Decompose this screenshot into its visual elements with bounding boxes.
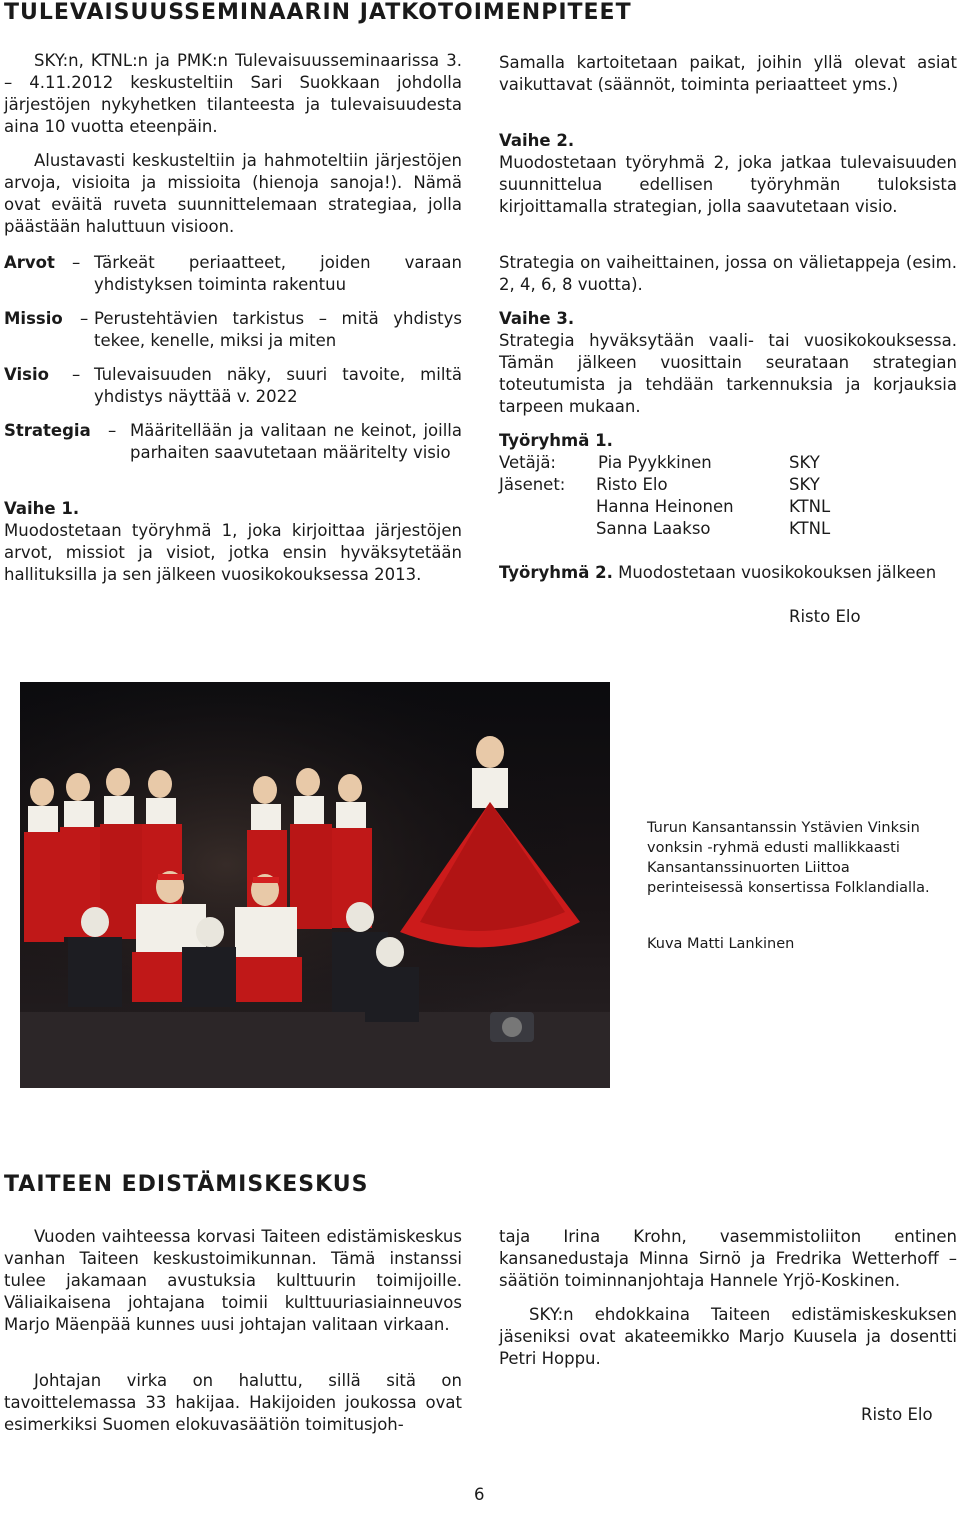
- table-cell-role: Vetäjä:: [499, 453, 556, 472]
- vaihe2-text: Muodostetaan työryhmä 2, joka jatkaa tulevaisuuden suunnittelua edellisen työryhmän tuloksista kirjoittamalla strategian, jolla saavutetaan visio.: [499, 153, 957, 216]
- definition-text: Perustehtävien tarkistus – mitä yhdistys tekee, kenelle, miksi ja miten: [94, 309, 462, 350]
- tyoryhma2-title: Työryhmä 2.: [499, 563, 613, 582]
- table-cell-name: Risto Elo: [596, 475, 668, 494]
- tyoryhma2-text: Muodostetaan vuosikokouksen jälkeen: [618, 563, 937, 582]
- table-cell-org: SKY: [789, 453, 820, 472]
- page-number: 6: [474, 1485, 485, 1504]
- tyoryhma2-paragraph: [499, 562, 957, 584]
- definition-term: Strategia: [4, 421, 91, 440]
- table-cell-org: SKY: [789, 475, 820, 494]
- vaihe2-title: Vaihe 2.: [499, 131, 575, 150]
- definition-dash: –: [72, 253, 81, 272]
- definition-dash: –: [72, 365, 81, 384]
- definition-text: Tärkeät periaatteet, joiden varaan yhdistyksen toiminta rakentuu: [94, 253, 462, 294]
- definition-text: Tulevaisuuden näky, suuri tavoite, miltä yhdistys näyttää v. 2022: [94, 365, 462, 406]
- table-cell-org: KTNL: [789, 519, 831, 538]
- table-cell-name: Sanna Laakso: [596, 519, 711, 538]
- table-cell-name: Hanna Heinonen: [596, 497, 734, 516]
- values-paragraph: Alustavasti keskusteltiin ja hahmoteltiin järjestöjen arvoja, visioita ja missioita (hienoja sanoja!). Nämä ovat eväitä ruveta suunnittelemaan strategiaa, jolla päästään haluttuun visioon.: [4, 151, 462, 236]
- tyoryhma1-table: [499, 452, 957, 540]
- signature-bottom: Risto Elo: [861, 1405, 933, 1424]
- table-cell-org: KTNL: [789, 497, 831, 516]
- definition-term: Visio: [4, 365, 49, 384]
- definition-strategia: [4, 420, 462, 486]
- vaihe3-text: Strategia hyväksytään vaali- tai vuosikokouksessa. Tämän jälkeen vuosittain seurataan strategian toteutumista ja tehdään tarkennuksia ja korjauksia tarpeen mukaan.: [499, 331, 957, 416]
- vaihe1-text: Muodostetaan työryhmä 1, joka kirjoittaa järjestöjen arvot, missiot ja visiot, jotka ensin hyväksytetään hallituksilla ja sen jälkeen vuosikokouksessa 2013.: [4, 521, 462, 584]
- definition-visio: [4, 364, 462, 408]
- table-cell-role: Jäsenet:: [499, 475, 566, 494]
- taike-paragraph-1: Vuoden vaihteessa korvasi Taiteen edistämiskeskus vanhan Taiteen keskustoimikunnan. Tämä instanssi tulee jakamaan avustuksia kulttuurin toimijoille. Väliaikaisena johtajana toimii kulttuuriasiainneuvos Marjo Mäenpää kunnes uusi johtajan valitaan virkaan.: [4, 1227, 462, 1334]
- table-cell-name: Pia Pyykkinen: [598, 453, 712, 472]
- taike-paragraph-2: Johtajan virka on haluttu, sillä sitä on tavoittelemassa 33 hakijaa. Hakijoiden joukossa ovat esimerkiksi Suomen elokuvasäätiön toimitusjoh-: [4, 1371, 462, 1434]
- vaihe1-title: Vaihe 1.: [4, 499, 80, 518]
- definition-text: Määritellään ja valitaan ne keinot, joilla parhaiten saavutetaan määritelty visio: [130, 421, 462, 462]
- definition-term: Missio: [4, 309, 63, 328]
- definition-dash: –: [108, 421, 117, 440]
- folk-dance-photo: [20, 682, 610, 1088]
- tyoryhma1-title: Työryhmä 1.: [499, 431, 613, 450]
- page-title: TULEVAISUUSSEMINAARIN JATKOTOIMENPITEET: [4, 0, 632, 25]
- signature-top: Risto Elo: [789, 607, 861, 626]
- intro-paragraph: SKY:n, KTNL:n ja PMK:n Tulevaisuusseminaarissa 3. – 4.11.2012 keskusteltiin Sari Suokkaan johdolla järjestöjen nykyhetken tilanteesta ja tulevaisuudesta aina 10 vuotta eteenpäin.: [4, 51, 462, 136]
- vaihe3-title: Vaihe 3.: [499, 309, 575, 328]
- definition-missio: [4, 308, 462, 352]
- taike-paragraph-4: SKY:n ehdokkaina Taiteen edistämiskeskuksen jäseniksi ovat akateemikko Marjo Kuusela ja dosentti Petri Hoppu.: [499, 1305, 957, 1368]
- definition-dash: –: [80, 309, 89, 328]
- mapping-paragraph: Samalla kartoitetaan paikat, joihin yllä olevat asiat vaikuttavat (säännöt, toiminta periaatteet yms.): [499, 53, 957, 94]
- section-title: TAITEEN EDISTÄMISKESKUS: [4, 1172, 369, 1197]
- strategy-paragraph: Strategia on vaiheittainen, jossa on välietappeja (esim. 2, 4, 6, 8 vuotta).: [499, 253, 957, 294]
- definition-arvot: [4, 252, 462, 296]
- definition-term: Arvot: [4, 253, 55, 272]
- photo-caption: Turun Kansantanssin Ystävien Vinksin vonksin -ryhmä edusti mallikkaasti Kansantanssinuorten Liittoa perinteisessä konsertissa Folklandialla.: [647, 820, 930, 896]
- photo-credit: Kuva Matti Lankinen: [647, 936, 795, 952]
- folk-dance-illustration: [20, 682, 610, 1088]
- taike-paragraph-3: taja Irina Krohn, vasemmistoliiton entinen kansanedustaja Minna Sirnö ja Fredrika Wetterhoff – säätiön toiminnanjohtaja Hannele Yrjö-Koskinen.: [499, 1227, 957, 1290]
